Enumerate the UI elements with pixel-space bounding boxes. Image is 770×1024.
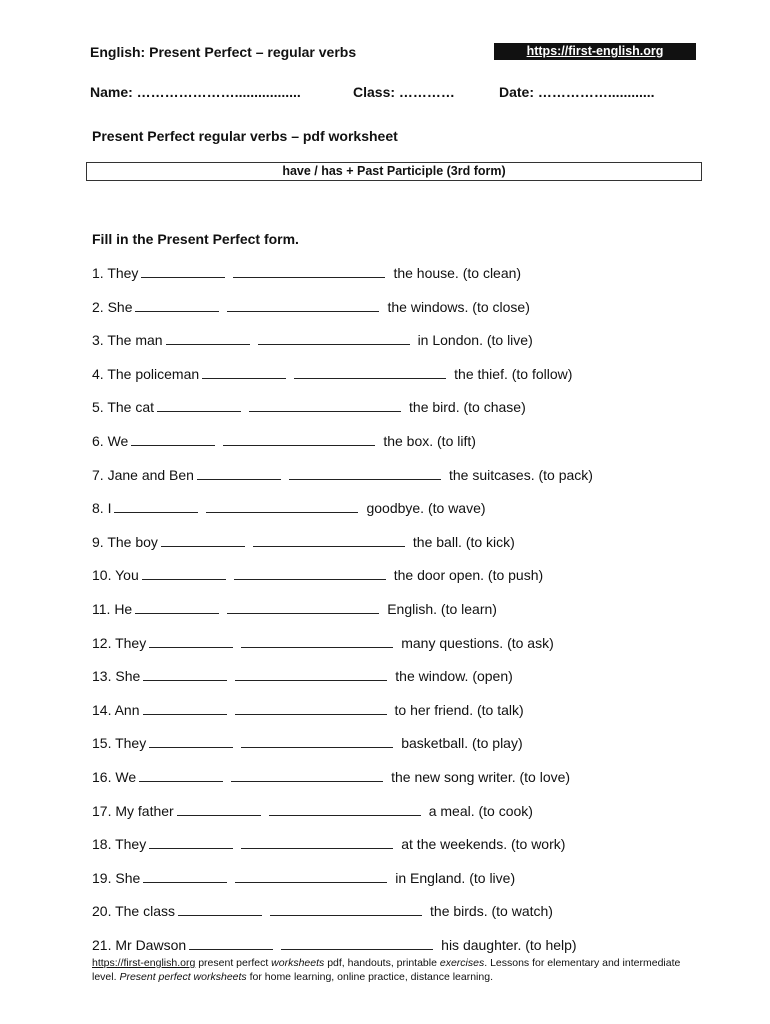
- participle-blank[interactable]: [235, 668, 387, 681]
- exercise-row: [92, 869, 515, 887]
- auxiliary-blank[interactable]: [202, 366, 286, 379]
- exercise-row: [92, 331, 533, 349]
- participle-blank[interactable]: [241, 635, 393, 648]
- auxiliary-blank[interactable]: [143, 668, 227, 681]
- auxiliary-blank[interactable]: [177, 803, 261, 816]
- footer-link[interactable]: https://first-english.org: [92, 957, 196, 969]
- participle-blank[interactable]: [235, 702, 387, 715]
- exercise-rest: the suitcases. (to pack): [448, 466, 593, 483]
- participle-blank[interactable]: [294, 366, 446, 379]
- participle-blank[interactable]: [233, 265, 385, 278]
- exercise-subject: 7. Jane and Ben: [92, 466, 194, 483]
- exercise-row: [92, 835, 565, 853]
- exercise-rest: at the weekends. (to work): [401, 836, 566, 853]
- exercise-row: [92, 398, 526, 416]
- participle-blank[interactable]: [227, 299, 379, 312]
- exercise-rest: the window. (open): [395, 668, 513, 685]
- instruction: Fill in the Present Perfect form.: [92, 231, 299, 247]
- exercise-subject: 18. They: [92, 836, 147, 853]
- exercise-rest: the windows. (to close): [387, 298, 530, 315]
- exercise-subject: 3. The man: [92, 332, 163, 349]
- exercise-rest: basketball. (to play): [401, 735, 523, 752]
- auxiliary-blank[interactable]: [142, 567, 226, 580]
- exercise-row: [92, 365, 572, 383]
- exercise-subject: 4. The policeman: [92, 365, 200, 382]
- auxiliary-blank[interactable]: [114, 500, 198, 513]
- exercise-row: [92, 566, 543, 584]
- auxiliary-blank[interactable]: [178, 903, 262, 916]
- exercise-rest: in England. (to live): [395, 869, 516, 886]
- exercise-row: [92, 802, 533, 820]
- participle-blank[interactable]: [241, 735, 393, 748]
- footer-emphasis: exercises: [439, 957, 485, 969]
- exercise-rest: goodbye. (to wave): [366, 500, 486, 517]
- auxiliary-blank[interactable]: [139, 769, 223, 782]
- exercise-row: [92, 533, 515, 551]
- exercise-rest: the door open. (to push): [393, 567, 544, 584]
- exercise-rest: the new song writer. (to love): [391, 769, 571, 785]
- exercise-subject: 8. I: [92, 500, 112, 517]
- auxiliary-blank[interactable]: [157, 399, 241, 412]
- exercise-subject: 13. She: [92, 668, 141, 685]
- footer-emphasis: worksheets: [271, 957, 325, 969]
- footer-emphasis: Present perfect worksheets: [119, 971, 247, 983]
- exercise-rest: the birds. (to watch): [430, 903, 553, 920]
- exercise-row: [92, 432, 476, 450]
- auxiliary-blank[interactable]: [143, 702, 227, 715]
- grammar-formula-box: have / has + Past Participle (3rd form): [86, 162, 702, 181]
- participle-blank[interactable]: [234, 567, 386, 580]
- exercise-row: [92, 466, 593, 484]
- auxiliary-blank[interactable]: [135, 601, 219, 614]
- exercise-subject: 14. Ann: [92, 701, 140, 718]
- exercise-subject: 12. They: [92, 634, 147, 651]
- participle-blank[interactable]: [258, 332, 410, 345]
- footer: [92, 956, 692, 984]
- exercise-row: [92, 264, 521, 282]
- exercise-rest: the box. (to lift): [383, 433, 476, 449]
- exercise-subject: 10. You: [92, 567, 139, 584]
- exercise-row: [92, 600, 497, 618]
- auxiliary-blank[interactable]: [149, 635, 233, 648]
- footer-text: present perfect: [195, 957, 272, 969]
- exercise-subject: 20. The class: [92, 903, 176, 920]
- auxiliary-blank[interactable]: [135, 299, 219, 312]
- participle-blank[interactable]: [231, 769, 383, 782]
- auxiliary-blank[interactable]: [149, 836, 233, 849]
- auxiliary-blank[interactable]: [161, 534, 245, 547]
- auxiliary-blank[interactable]: [149, 735, 233, 748]
- exercise-subject: 17. My father: [92, 802, 174, 819]
- class-field: Class: …………: [353, 84, 455, 100]
- participle-blank[interactable]: [270, 903, 422, 916]
- auxiliary-blank[interactable]: [143, 870, 227, 883]
- exercise-subject: 5. The cat: [92, 399, 155, 416]
- header-url-link[interactable]: https://first-english.org: [494, 43, 696, 60]
- auxiliary-blank[interactable]: [166, 332, 250, 345]
- exercise-rest: the house. (to clean): [393, 265, 522, 281]
- footer-text: pdf, handouts, printable: [324, 957, 440, 969]
- participle-blank[interactable]: [269, 803, 421, 816]
- auxiliary-blank[interactable]: [197, 467, 281, 480]
- exercise-row: [92, 701, 524, 719]
- exercise-row: [92, 936, 577, 954]
- exercise-rest: a meal. (to cook): [428, 802, 533, 819]
- exercise-rest: the thief. (to follow): [454, 365, 573, 382]
- exercise-subject: 11. He: [92, 601, 133, 617]
- exercise-row: [92, 734, 523, 752]
- exercise-rest: the bird. (to chase): [409, 399, 526, 416]
- exercise-rest: his daughter. (to help): [441, 937, 577, 953]
- exercise-row: [92, 634, 554, 652]
- worksheet-title: English: Present Perfect – regular verbs: [90, 44, 357, 60]
- worksheet-subtitle: Present Perfect regular verbs – pdf worksheet: [92, 128, 398, 144]
- exercise-rest: English. (to learn): [387, 601, 497, 617]
- exercise-rest: in London. (to live): [417, 332, 533, 349]
- exercise-subject: 16. We: [92, 769, 137, 785]
- exercise-subject: 9. The boy: [92, 533, 158, 550]
- exercise-rest: many questions. (to ask): [401, 634, 554, 651]
- exercise-subject: 21. Mr Dawson: [92, 937, 187, 953]
- auxiliary-blank[interactable]: [189, 937, 273, 950]
- exercise-row: [92, 902, 553, 920]
- participle-blank[interactable]: [281, 937, 433, 950]
- participle-blank[interactable]: [227, 601, 379, 614]
- participle-blank[interactable]: [235, 870, 387, 883]
- participle-blank[interactable]: [253, 534, 405, 547]
- footer-text: . Lessons for elementary and intermediate level.: [92, 957, 681, 983]
- name-field: Name: ………………….................: [90, 84, 301, 100]
- footer-text: for home learning, online practice, distance learning.: [246, 971, 493, 983]
- participle-blank[interactable]: [289, 467, 441, 480]
- exercise-rest: the ball. (to kick): [412, 533, 515, 550]
- participle-blank[interactable]: [241, 836, 393, 849]
- participle-blank[interactable]: [249, 399, 401, 412]
- participle-blank[interactable]: [223, 433, 375, 446]
- exercise-rest: to her friend. (to talk): [394, 701, 524, 718]
- participle-blank[interactable]: [206, 500, 358, 513]
- date-field: Date: ……………............: [499, 84, 655, 100]
- exercise-subject: 15. They: [92, 735, 147, 752]
- exercise-row: [92, 667, 513, 685]
- auxiliary-blank[interactable]: [131, 433, 215, 446]
- exercise-subject: 19. She: [92, 869, 141, 886]
- exercise-row: [92, 768, 570, 786]
- exercise-row: [92, 298, 530, 316]
- exercise-subject: 2. She: [92, 298, 133, 315]
- exercise-subject: 1. They: [92, 265, 139, 281]
- auxiliary-blank[interactable]: [141, 265, 225, 278]
- exercise-subject: 6. We: [92, 433, 129, 449]
- exercise-row: [92, 499, 486, 517]
